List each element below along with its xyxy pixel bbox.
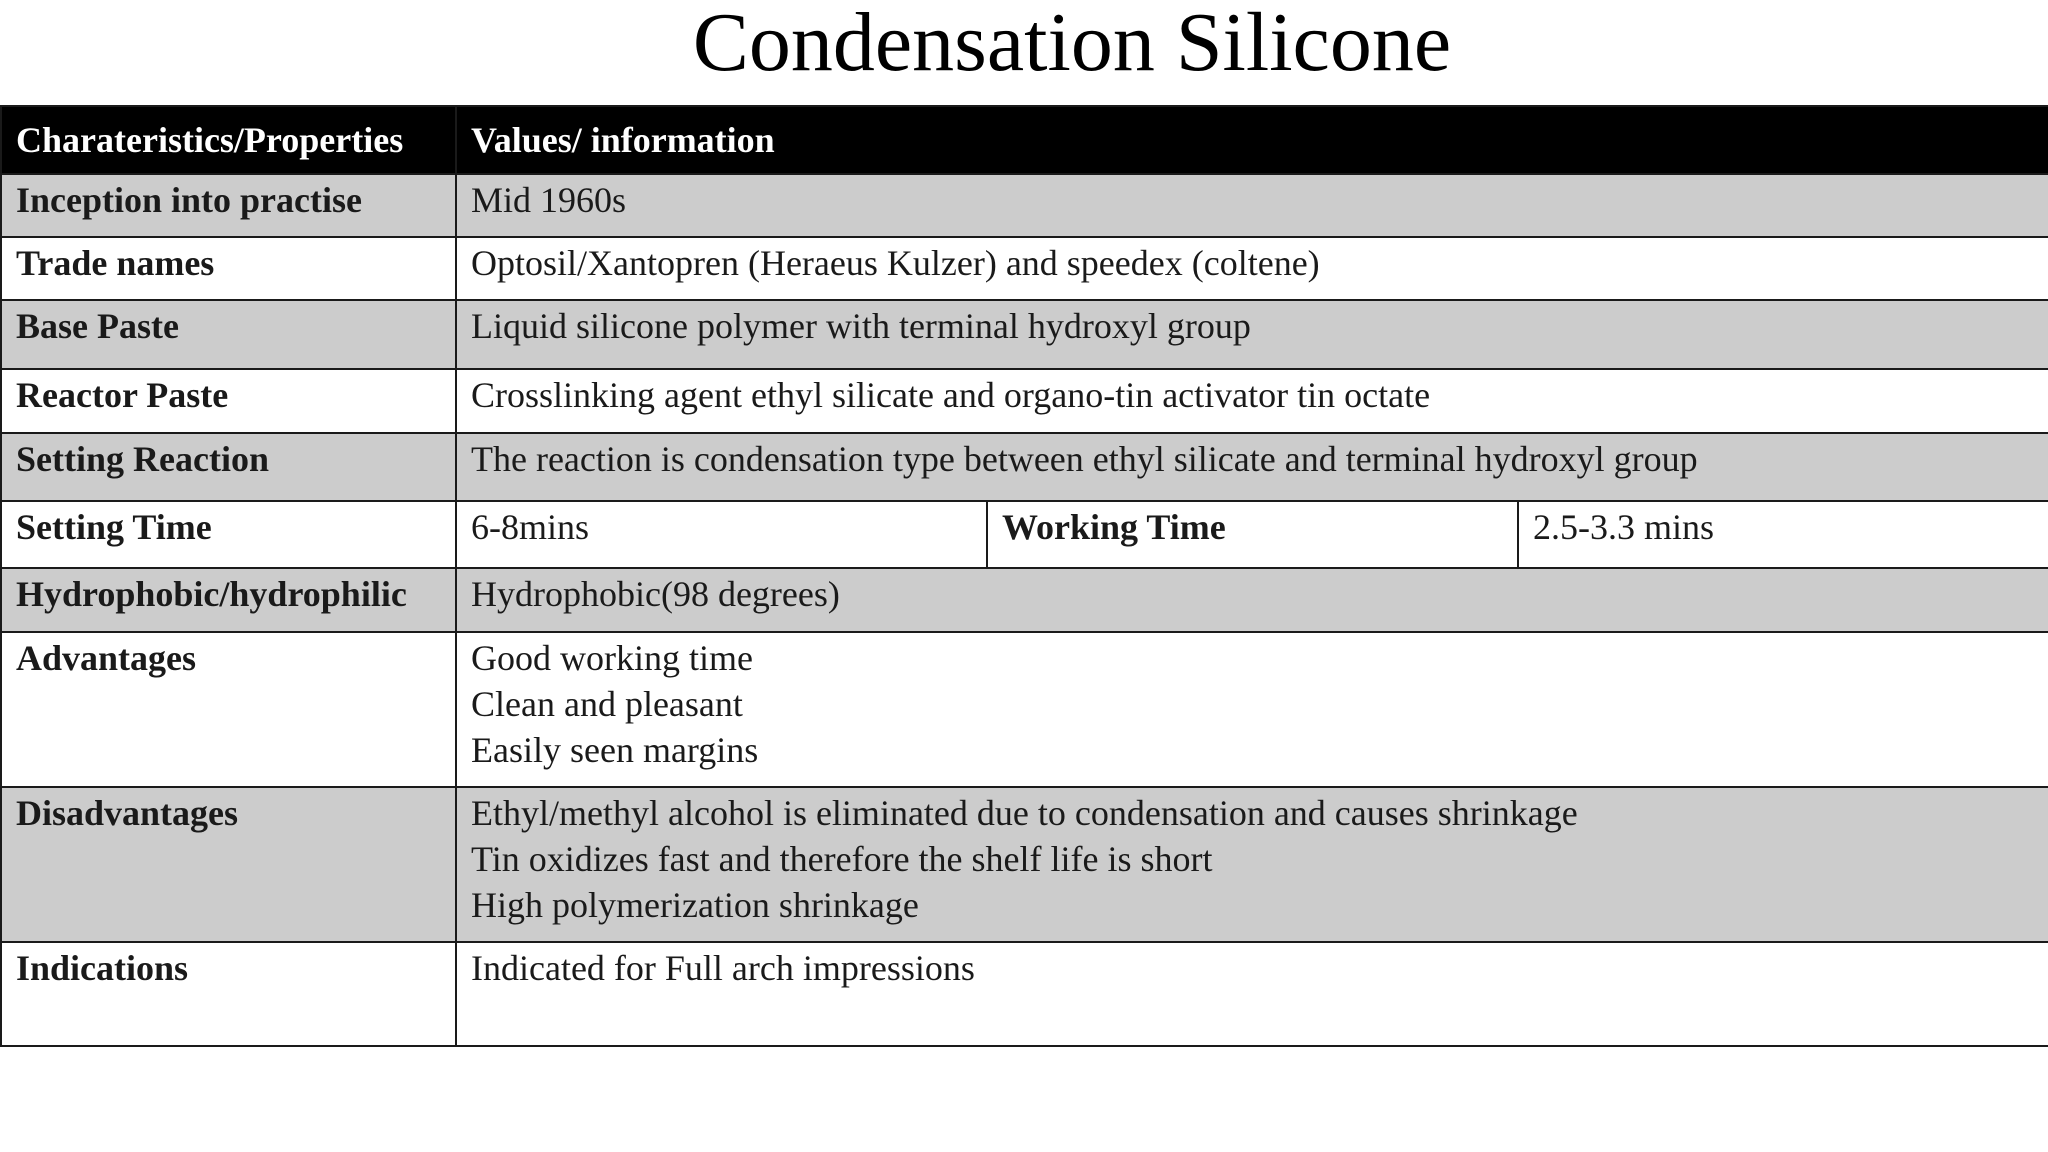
disadvantage-item: Ethyl/methyl alcohol is eliminated due to condensation and causes shrinkage [471,793,1578,833]
header-values: Values/ information [456,106,2048,174]
table-row [1,300,2048,369]
table-row [1,942,2048,1046]
row-value-advantages [456,632,2048,787]
table-row [1,237,2048,300]
row-value-trade-names: Optosil/Xantopren (Heraeus Kulzer) and speedex (coltene) [456,237,2048,300]
row-value-hydrophobicity: Hydrophobic(98 degrees) [456,568,2048,632]
row-label-indications: Indications [1,942,456,1046]
table-row [1,174,2048,237]
row-value-base-paste: Liquid silicone polymer with terminal hydroxyl group [456,300,2048,369]
row-label-base-paste: Base Paste [1,300,456,369]
row-value-indications: Indicated for Full arch impressions [456,942,2048,1046]
row-value-setting-time: 6-8mins [456,501,987,568]
table-row [1,568,2048,632]
advantage-item: Good working time [471,638,753,678]
row-label-advantages: Advantages [1,632,456,787]
row-label-hydrophobicity: Hydrophobic/hydrophilic [1,568,456,632]
table-row [1,632,2048,787]
row-label-reactor-paste: Reactor Paste [1,369,456,433]
row-value-inception: Mid 1960s [456,174,2048,237]
table-row [1,433,2048,501]
advantage-item: Easily seen margins [471,730,759,770]
disadvantage-item: Tin oxidizes fast and therefore the shelf life is short [471,839,1213,879]
row-value-disadvantages [456,787,2048,942]
row-label-trade-names: Trade names [1,237,456,300]
header-properties: Charateristics/Properties [1,106,456,174]
row-label-disadvantages: Disadvantages [1,787,456,942]
row-label-working-time: Working Time [987,501,1518,568]
row-value-reactor-paste: Crosslinking agent ethyl silicate and organo-tin activator tin octate [456,369,2048,433]
row-label-setting-time: Setting Time [1,501,456,568]
row-label-inception: Inception into practise [1,174,456,237]
table-row [1,369,2048,433]
advantage-item: Clean and pleasant [471,684,743,724]
table-row [1,787,2048,942]
table-row [1,501,2048,568]
table-header-row [1,106,2048,174]
disadvantage-item: High polymerization shrinkage [471,885,919,925]
row-value-setting-reaction: The reaction is condensation type between ethyl silicate and terminal hydroxyl group [456,433,2048,501]
row-label-setting-reaction: Setting Reaction [1,433,456,501]
slide-title: Condensation Silicone [692,0,1452,89]
row-value-working-time: 2.5-3.3 mins [1518,501,2048,568]
properties-table [0,105,2048,1047]
